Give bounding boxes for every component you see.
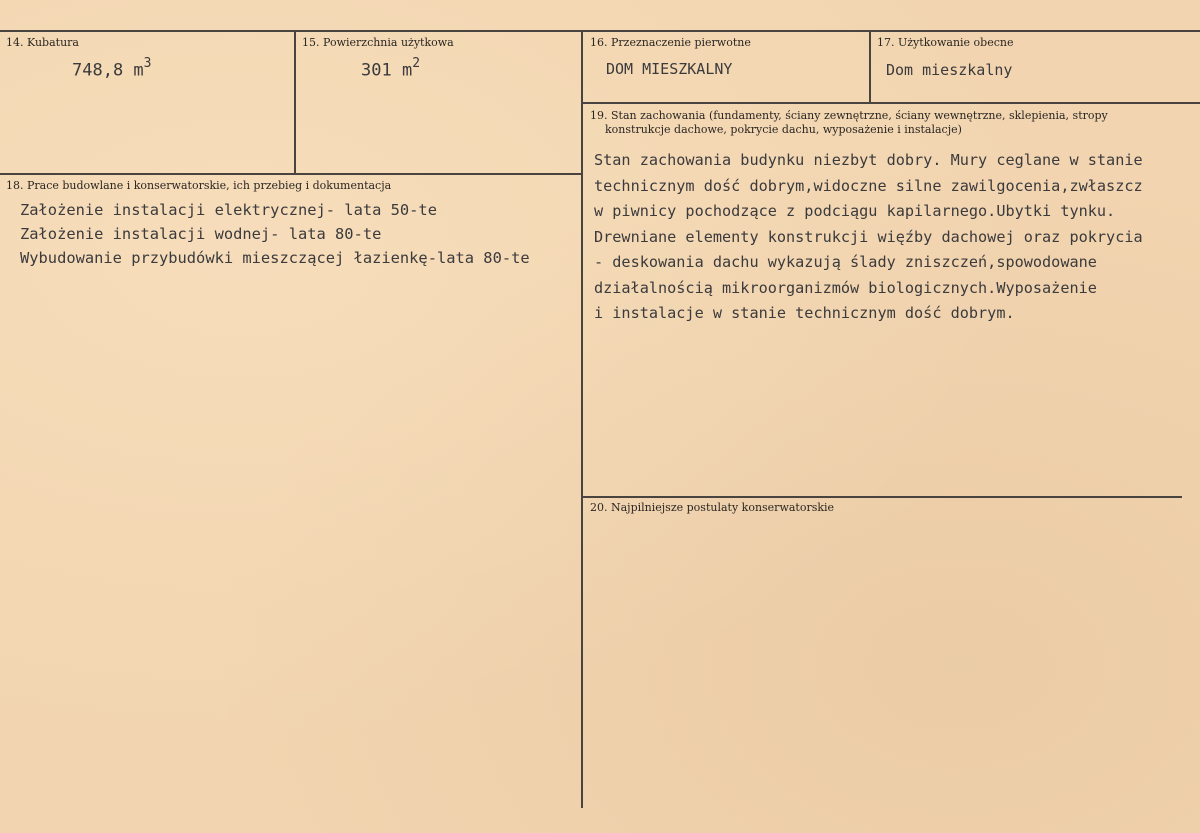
label-kubatura: 14. Kubatura [6, 36, 79, 49]
value-powierzchnia-sup: 2 [412, 56, 421, 71]
value-powierzchnia [361, 58, 420, 81]
text-line: - deskowania dachu wykazują ślady zniszczeń,spowodowane [594, 253, 1097, 271]
text-prace-budowlane [20, 198, 530, 270]
value-kubatura [72, 58, 151, 81]
text-line: Stan zachowania budynku niezbyt dobry. Mury ceglane w stanie [594, 151, 1143, 169]
text-line: działalnością mikroorganizmów biologicznych.Wyposażenie [594, 278, 1097, 297]
top-border [0, 30, 1200, 32]
value-kubatura-text: 748,8 m [72, 60, 144, 81]
divider-left-row [0, 173, 582, 175]
label-powierzchnia: 15. Powierzchnia użytkowa [302, 36, 454, 49]
divider-14-15 [294, 31, 296, 174]
value-kubatura-sup: 3 [143, 56, 152, 71]
label-uzytkowanie: 17. Użytkowanie obecne [877, 36, 1014, 49]
value-powierzchnia-text: 301 m [361, 60, 413, 81]
divider-16-17 [869, 31, 871, 103]
label-stan-zachowania-cont: konstrukcje dachowe, pokrycie dachu, wyposażenie i instalacje) [605, 123, 962, 136]
text-line: Założenie instalacji elektrycznej- lata 50-te [20, 201, 437, 219]
text-line: Wybudowanie przybudówki mieszczącej łazienkę-lata 80-te [20, 249, 530, 267]
text-line: technicznym dość dobrym,widoczne silne zawilgocenia,zwłaszcz [594, 176, 1143, 195]
text-stan-zachowania [594, 148, 1143, 327]
value-uzytkowanie: Dom mieszkalny [886, 61, 1013, 79]
divider-center [581, 31, 583, 808]
label-przeznaczenie: 16. Przeznaczenie pierwotne [590, 36, 751, 49]
label-postulaty: 20. Najpilniejsze postulaty konserwatorskie [590, 501, 835, 514]
text-line: i instalacje w stanie technicznym dość dobrym. [594, 304, 1015, 322]
text-line: Drewniane elementy konstrukcji więźby dachowej oraz pokrycia [594, 227, 1143, 246]
divider-right-row2 [582, 496, 1182, 498]
label-prace-budowlane: 18. Prace budowlane i konserwatorskie, ich przebieg i dokumentacja [6, 179, 392, 192]
divider-right-row1 [582, 102, 1200, 104]
text-line: Założenie instalacji wodnej- lata 80-te [20, 225, 382, 243]
text-line: w piwnicy pochodzące z podciągu kapilarnego.Ubytki tynku. [594, 202, 1116, 220]
label-stan-zachowania: 19. Stan zachowania (fundamenty, ściany zewnętrzne, ściany wewnętrzne, sklepienia, stropy [590, 109, 1108, 122]
value-przeznaczenie: DOM MIESZKALNY [606, 60, 733, 78]
